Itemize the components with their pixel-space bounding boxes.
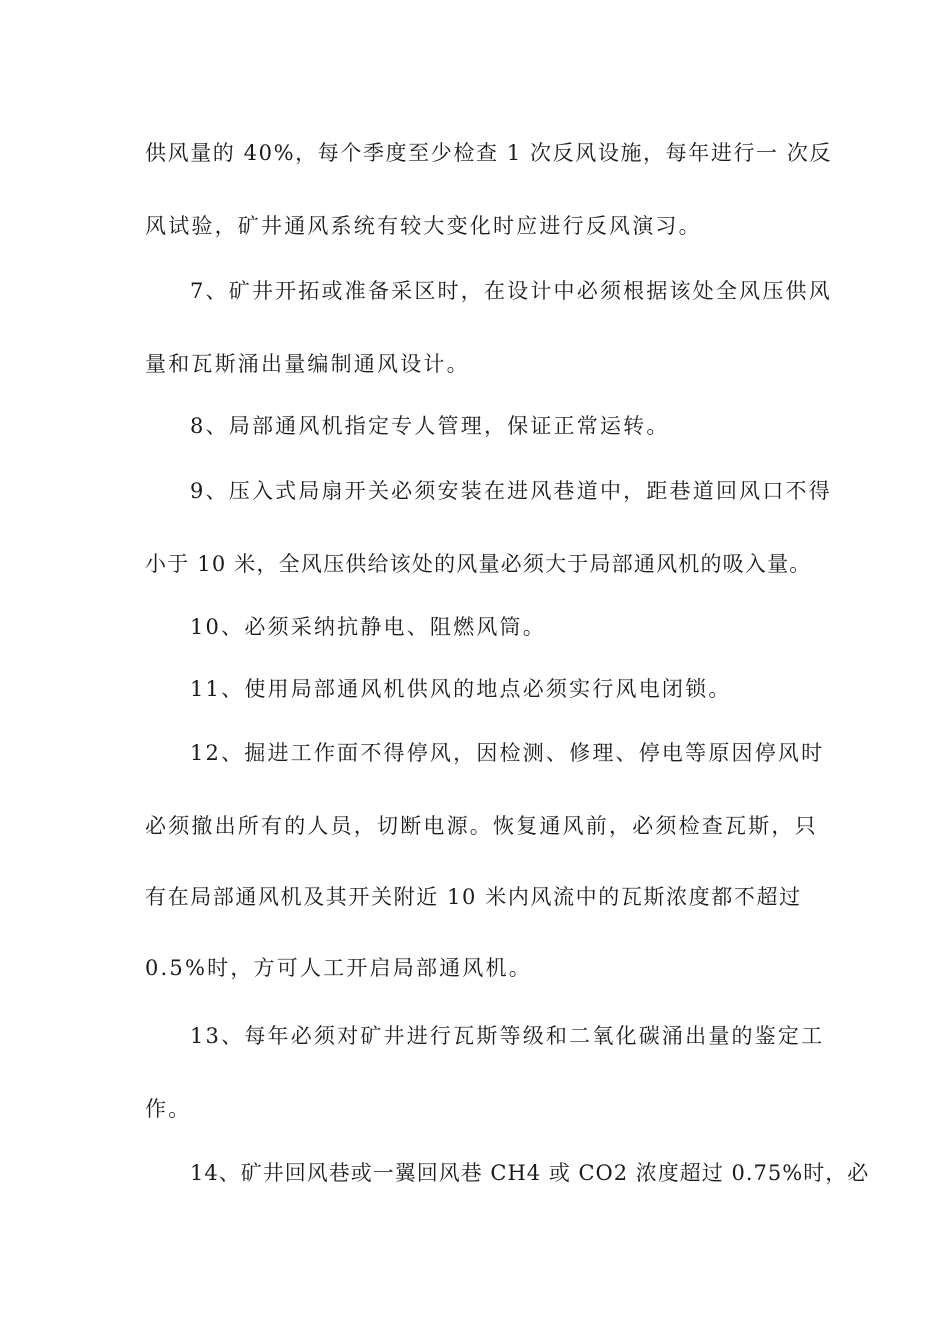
paragraph-7-line: 7、矿井开拓或准备采区时，在设计中必须根据该处全风压供风 [190,279,832,303]
paragraph-8-line: 8、局部通风机指定专人管理，保证正常运转。 [190,414,670,438]
text-line: 小于 10 米，全风压供给该处的风量必须大于局部通风机的吸入量。 [145,552,812,576]
paragraph-10-line: 10、必须采纳抗静电、阻燃风筒。 [190,615,546,639]
text-line: 供风量的 40%，每个季度至少检查 1 次反风设施，每年进行一 次反 [145,141,833,165]
text-line: 量和瓦斯涌出量编制通风设计。 [145,352,470,376]
text-line: 0.5%时，方可人工开启局部通风机。 [145,956,532,980]
text-line: 必须撤出所有的人员，切断电源。恢复通风前，必须检查瓦斯，只 [145,814,818,838]
paragraph-13-line: 13、每年必须对矿井进行瓦斯等级和二氧化碳涌出量的鉴定工 [190,1024,825,1048]
paragraph-9-line: 9、压入式局扇开关必须安装在进风巷道中，距巷道回风口不得 [190,479,832,503]
paragraph-11-line: 11、使用局部通风机供风的地点必须实行风电闭锁。 [190,677,732,701]
text-line: 有在局部通风机及其开关附近 10 米内风流中的瓦斯浓度都不超过 [145,885,802,909]
text-line: 风试验，矿井通风系统有较大变化时应进行反风演习。 [145,214,702,238]
paragraph-14-line: 14、矿井回风巷或一翼回风巷 CH4 或 CO2 浓度超过 0.75%时，必 [190,1161,870,1185]
text-line: 作。 [145,1097,192,1121]
paragraph-12-line: 12、掘进工作面不得停风，因检测、修理、停电等原因停风时 [190,741,825,765]
